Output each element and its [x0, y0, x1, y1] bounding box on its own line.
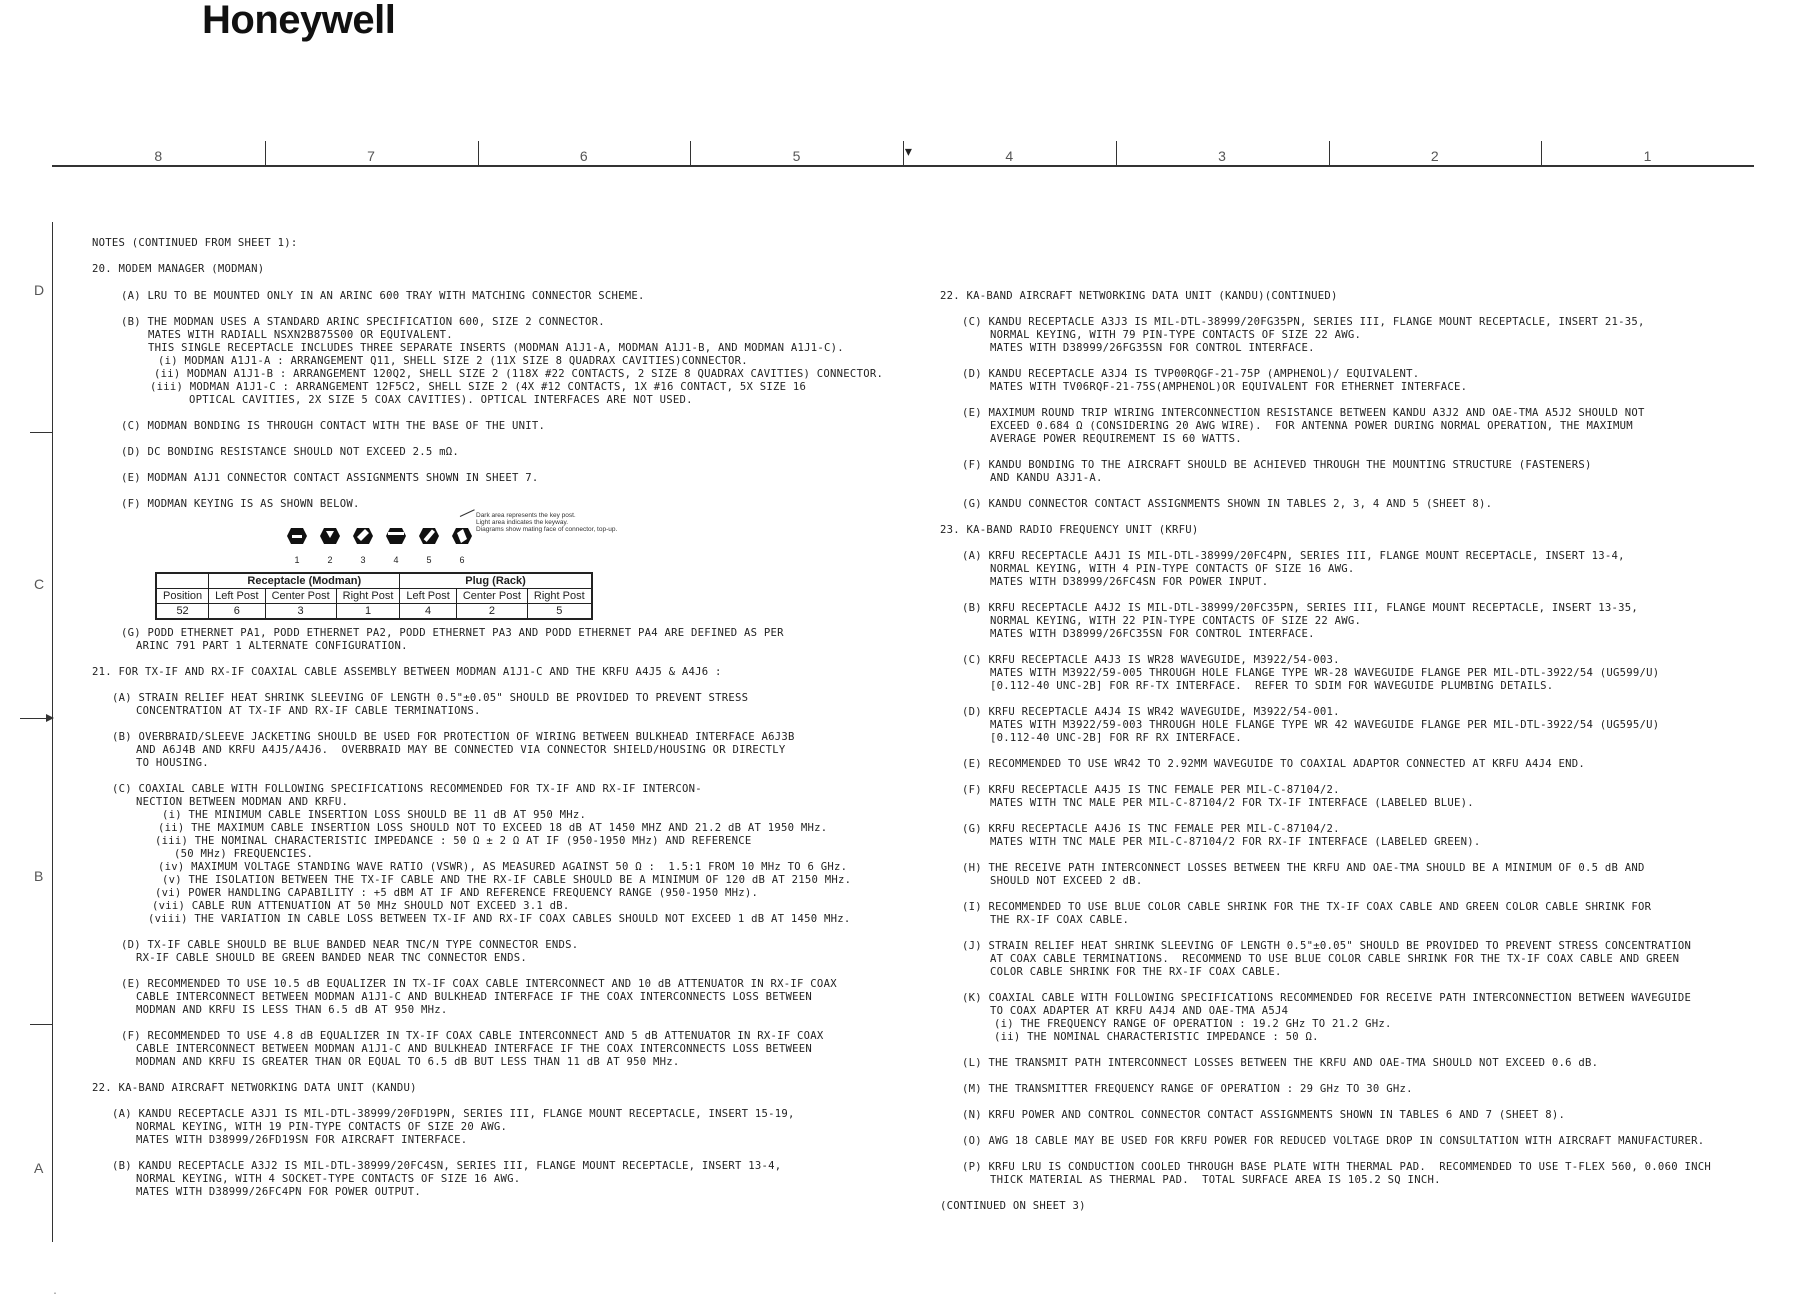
- note-line: NORMAL KEYING, WITH 19 PIN-TYPE CONTACTS OF SIZE 20 AWG.: [136, 1121, 508, 1133]
- note-line: NORMAL KEYING, WITH 79 PIN-TYPE CONTACTS OF SIZE 22 AWG.: [990, 329, 1362, 341]
- note-line: MATES WITH TNC MALE PER MIL-C-87104/2 FOR RX-IF INTERFACE (LABELED GREEN).: [990, 836, 1481, 848]
- center-arrow-icon: ▾: [903, 141, 914, 162]
- note-line: MATES WITH D38999/26FG35SN FOR CONTROL INTERFACE.: [990, 342, 1315, 354]
- key-number: 1: [294, 555, 300, 565]
- note-line: MATES WITH M3922/59-003 THROUGH HOLE FLANGE TYPE WR 42 WAVEGUIDE FLANGE PER MIL-DTL-3922/54 (UG595/U): [990, 719, 1660, 731]
- honeywell-logo: Honeywell: [202, 0, 396, 42]
- zone-tick: [1116, 141, 1117, 165]
- keying-note: Dark area represents the key post. Light area indicates the keyway. Diagrams show mating face of connector, top-up.: [476, 512, 618, 533]
- receptacle-header: Receptacle (Modman): [209, 573, 400, 589]
- note-line: (vi) POWER HANDLING CAPABILITY : +5 dBM AT IF AND REFERENCE FREQUENCY RANGE (950-1950 MHz).: [155, 887, 759, 899]
- note-line: (ii) MODMAN A1J1-B : ARRANGEMENT 120Q2, SHELL SIZE 2 (118X #22 CONTACTS, 2 SIZE 8 QUADRAX CAVITIES) CONNECTOR.: [154, 368, 884, 380]
- note-line: RX-IF CABLE SHOULD BE GREEN BANDED NEAR TNC CONNECTOR ENDS.: [136, 952, 528, 964]
- note-line: TO COAX ADAPTER AT KRFU A4J4 AND OAE-TMA A5J4: [990, 1005, 1289, 1017]
- note-line: (ii) THE NOMINAL CHARACTERISTIC IMPEDANCE : 50 Ω.: [994, 1031, 1319, 1043]
- note-line: NORMAL KEYING, WITH 4 SOCKET-TYPE CONTACTS OF SIZE 16 AWG.: [136, 1173, 521, 1185]
- note-line: MODMAN AND KRFU IS LESS THAN 6.5 dB AT 950 MHz.: [136, 1004, 448, 1016]
- note-line: (E) MODMAN A1J1 CONNECTOR CONTACT ASSIGNMENTS SHOWN IN SHEET 7.: [121, 472, 539, 484]
- note-line: 23. KA-BAND RADIO FREQUENCY UNIT (KRFU): [940, 524, 1199, 536]
- note-line: (B) KRFU RECEPTACLE A4J2 IS MIL-DTL-38999/20FC35PN, SERIES III, FLANGE MOUNT RECEPTACLE, INSERT 13-35,: [962, 602, 1639, 614]
- note-line: (vii) CABLE RUN ATTENUATION AT 50 MHz SHOULD NOT EXCEED 3.1 dB.: [152, 900, 570, 912]
- zone-number: 2: [1430, 148, 1439, 164]
- note-line: (J) STRAIN RELIEF HEAT SHRINK SLEEVING OF LENGTH 0.5"±0.05" SHOULD BE PROVIDED TO PREVENT STRESS CONCENTRATION: [962, 940, 1692, 952]
- note-line: (N) KRFU POWER AND CONTROL CONNECTOR CONTACT ASSIGNMENTS SHOWN IN TABLES 6 AND 7 (SHEET 8).: [962, 1109, 1566, 1121]
- note-line: TO HOUSING.: [136, 757, 209, 769]
- row-divider: [30, 432, 52, 433]
- table-header-cell: Position: [156, 589, 209, 604]
- note-line: MATES WITH RADIALL NSXN2B875S00 OR EQUIVALENT.: [148, 329, 453, 341]
- note-line: AVERAGE POWER REQUIREMENT IS 60 WATTS.: [990, 433, 1242, 445]
- table-header-cell: Right Post: [527, 589, 591, 604]
- modman-keying-table: [155, 572, 593, 620]
- note-line: (F) KANDU BONDING TO THE AIRCRAFT SHOULD BE ACHIEVED THROUGH THE MOUNTING STRUCTURE (FASTENERS): [962, 459, 1592, 471]
- note-line: (O) AWG 18 CABLE MAY BE USED FOR KRFU POWER FOR REDUCED VOLTAGE DROP IN CONSULTATION WITH AIRCRAFT MANUFACTURER.: [962, 1135, 1705, 1147]
- key-position-4-icon: [385, 525, 407, 547]
- note-line: THE RX-IF COAX CABLE.: [990, 914, 1130, 926]
- note-line: 22. KA-BAND AIRCRAFT NETWORKING DATA UNIT (KANDU): [92, 1082, 417, 1094]
- row-letter-d: D: [34, 282, 45, 298]
- note-line: (E) MAXIMUM ROUND TRIP WIRING INTERCONNECTION RESISTANCE BETWEEN KANDU A3J2 AND OAE-TMA A5J2 SHOULD NOT: [962, 407, 1645, 419]
- zone-tick: [265, 141, 266, 165]
- note-line: (B) KANDU RECEPTACLE A3J2 IS MIL-DTL-38999/20FC4SN, SERIES III, FLANGE MOUNT RECEPTACLE, INSERT 13-4,: [112, 1160, 782, 1172]
- note-line: (D) KRFU RECEPTACLE A4J4 IS WR42 WAVEGUIDE, M3922/54-001.: [962, 706, 1340, 718]
- note-line: (M) THE TRANSMITTER FREQUENCY RANGE OF OPERATION : 29 GHz TO 30 GHz.: [962, 1083, 1413, 1095]
- zone-tick: [1541, 141, 1542, 165]
- modman-keying-diagram: [286, 525, 476, 565]
- note-line: (D) DC BONDING RESISTANCE SHOULD NOT EXCEED 2.5 mΩ.: [121, 446, 460, 458]
- key-number: 6: [459, 555, 465, 565]
- zone-number: 6: [579, 148, 588, 164]
- note-line: (viii) THE VARIATION IN CABLE LOSS BETWEEN TX-IF AND RX-IF COAX CABLES SHOULD NOT EXCEED 1 dB AT 1450 MHz.: [148, 913, 851, 925]
- note-line: (A) KRFU RECEPTACLE A4J1 IS MIL-DTL-38999/20FC4PN, SERIES III, FLANGE MOUNT RECEPTACLE, INSERT 13-4,: [962, 550, 1625, 562]
- left-border-line: [52, 222, 53, 1242]
- zone-number: 3: [1218, 148, 1226, 164]
- note-line: (I) RECOMMENDED TO USE BLUE COLOR CABLE SHRINK FOR THE TX-IF COAX CABLE AND GREEN COLOR CABLE SHRINK FOR: [962, 901, 1652, 913]
- note-line: 22. KA-BAND AIRCRAFT NETWORKING DATA UNIT (KANDU)(CONTINUED): [940, 290, 1338, 302]
- note-line: [0.112-40 UNC-2B] FOR RF-TX INTERFACE. REFER TO SDIM FOR WAVEGUIDE PLUMBING DETAILS.: [990, 680, 1554, 692]
- note-line: AT COAX CABLE TERMINATIONS. RECOMMEND TO USE BLUE COLOR CABLE SHRINK FOR THE TX-IF COAX CABLE AND GREEN: [990, 953, 1680, 965]
- zone-number: 5: [792, 148, 801, 164]
- note-line: NOTES (CONTINUED FROM SHEET 1):: [92, 237, 298, 249]
- plug-header: Plug (Rack): [400, 573, 592, 589]
- note-line: (iii) MODMAN A1J1-C : ARRANGEMENT 12F5C2, SHELL SIZE 2 (4X #12 CONTACTS, 1X #16 CONTACT, 5X SIZE 16: [150, 381, 807, 393]
- note-line: (G) KANDU CONNECTOR CONTACT ASSIGNMENTS SHOWN IN TABLES 2, 3, 4 AND 5 (SHEET 8).: [962, 498, 1493, 510]
- note-line: (i) THE MINIMUM CABLE INSERTION LOSS SHOULD BE 11 dB AT 950 MHz.: [162, 809, 587, 821]
- table-cell: 2: [456, 604, 527, 620]
- note-line: (C) KRFU RECEPTACLE A4J3 IS WR28 WAVEGUIDE, M3922/54-003.: [962, 654, 1340, 666]
- note-line: MATES WITH D38999/26FC4PN FOR POWER OUTPUT.: [136, 1186, 422, 1198]
- table-cell: 5: [527, 604, 591, 620]
- row-divider: [30, 1024, 52, 1025]
- note-line: (P) KRFU LRU IS CONDUCTION COOLED THROUGH BASE PLATE WITH THERMAL PAD. RECOMMENDED TO USE T-FLEX 560, 0.060 INCH: [962, 1161, 1711, 1173]
- note-line: (50 MHz) FREQUENCIES.: [174, 848, 314, 860]
- zone-tick: [690, 141, 691, 165]
- table-cell: 52: [156, 604, 209, 620]
- note-line: NORMAL KEYING, WITH 4 PIN-TYPE CONTACTS OF SIZE 16 AWG.: [990, 563, 1355, 575]
- note-line: (H) THE RECEIVE PATH INTERCONNECT LOSSES BETWEEN THE KRFU AND OAE-TMA SHOULD BE A MINIMUM OF 0.5 dB AND: [962, 862, 1645, 874]
- note-line: (C) KANDU RECEPTACLE A3J3 IS MIL-DTL-38999/20FG35PN, SERIES III, FLANGE MOUNT RECEPTACLE, INSERT 21-35,: [962, 316, 1645, 328]
- note-line: (D) KANDU RECEPTACLE A3J4 IS TVP00RQGF-21-75P (AMPHENOL)/ EQUIVALENT.: [962, 368, 1420, 380]
- note-line: (K) COAXIAL CABLE WITH FOLLOWING SPECIFICATIONS RECOMMENDED FOR RECEIVE PATH INTERCONNECTION BETWEEN WAVEGUIDE: [962, 992, 1692, 1004]
- zone-number: 7: [367, 148, 375, 164]
- table-header-cell: Right Post: [336, 589, 400, 604]
- note-line: MATES WITH TV06RQF-21-75S(AMPHENOL)OR EQUIVALENT FOR ETHERNET INTERFACE.: [990, 381, 1468, 393]
- note-line: (G) KRFU RECEPTACLE A4J6 IS TNC FEMALE PER MIL-C-87104/2.: [962, 823, 1340, 835]
- note-line: 20. MODEM MANAGER (MODMAN): [92, 263, 265, 275]
- note-line: MATES WITH D38999/26FC4SN FOR POWER INPUT.: [990, 576, 1269, 588]
- key-number: 3: [360, 555, 366, 565]
- key-position-5-icon: [418, 525, 440, 547]
- note-line: (F) RECOMMENDED TO USE 4.8 dB EQUALIZER IN TX-IF COAX CABLE INTERCONNECT AND 5 dB ATTENUATOR IN RX-IF COAX: [121, 1030, 824, 1042]
- note-line: (i) THE FREQUENCY RANGE OF OPERATION : 19.2 GHz TO 21.2 GHz.: [994, 1018, 1392, 1030]
- note-line: (CONTINUED ON SHEET 3): [940, 1200, 1086, 1212]
- table-cell: 6: [209, 604, 265, 620]
- zone-number: 8: [154, 148, 163, 164]
- key-number: 5: [426, 555, 432, 565]
- note-line: 21. FOR TX-IF AND RX-IF COAXIAL CABLE ASSEMBLY BETWEEN MODMAN A1J1-C AND THE KRFU A4J5 & A4J6 :: [92, 666, 722, 678]
- note-line: CONCENTRATION AT TX-IF AND RX-IF CABLE TERMINATIONS.: [136, 705, 481, 717]
- table-cell: 1: [336, 604, 400, 620]
- note-line: (E) RECOMMENDED TO USE 10.5 dB EQUALIZER IN TX-IF COAX CABLE INTERCONNECT AND 10 dB ATTENUATOR IN RX-IF COAX: [121, 978, 837, 990]
- row-letter-a: A: [34, 1160, 44, 1176]
- note-line: [0.112-40 UNC-2B] FOR RF RX INTERFACE.: [990, 732, 1242, 744]
- note-line: CABLE INTERCONNECT BETWEEN MODMAN A1J1-C AND BULKHEAD INTERFACE IF THE COAX INTERCONNECTS LOSS BETWEEN: [136, 991, 813, 1003]
- note-line: THIS SINGLE RECEPTACLE INCLUDES THREE SEPARATE INSERTS (MODMAN A1J1-A, MODMAN A1J1-B, AND MODMAN A1J1-C).: [148, 342, 844, 354]
- key-position-3-icon: [352, 525, 374, 547]
- note-line: (E) RECOMMENDED TO USE WR42 TO 2.92MM WAVEGUIDE TO COAXIAL ADAPTOR CONNECTED AT KRFU A4J4 END.: [962, 758, 1586, 770]
- note-line: (ii) THE MAXIMUM CABLE INSERTION LOSS SHOULD NOT TO EXCEED 18 dB AT 1450 MHZ AND 21.2 dB AT 1950 MHz.: [158, 822, 828, 834]
- note-line: CABLE INTERCONNECT BETWEEN MODMAN A1J1-C AND BULKHEAD INTERFACE IF THE COAX INTERCONNECTS LOSS BETWEEN: [136, 1043, 813, 1055]
- zone-number: 1: [1643, 148, 1652, 164]
- note-line: (D) TX-IF CABLE SHOULD BE BLUE BANDED NEAR TNC/N TYPE CONNECTOR ENDS.: [121, 939, 579, 951]
- note-line: (B) THE MODMAN USES A STANDARD ARINC SPECIFICATION 600, SIZE 2 CONNECTOR.: [121, 316, 605, 328]
- key-number: 4: [393, 555, 399, 565]
- note-line: (A) LRU TO BE MOUNTED ONLY IN AN ARINC 600 TRAY WITH MATCHING CONNECTOR SCHEME.: [121, 290, 645, 302]
- zone-number: 4: [1005, 148, 1014, 164]
- key-number: 2: [327, 555, 333, 565]
- key-position-2-icon: [319, 525, 341, 547]
- row-center-arrow-icon: [20, 718, 52, 719]
- table-header-cell: Left Post: [209, 589, 265, 604]
- key-position-6-icon: [451, 525, 473, 547]
- note-line: AND KANDU A3J1-A.: [990, 472, 1103, 484]
- note-line: ARINC 791 PART 1 ALTERNATE CONFIGURATION.: [136, 640, 408, 652]
- note-line: (v) THE ISOLATION BETWEEN THE TX-IF CABLE AND THE RX-IF CABLE SHOULD BE A MINIMUM OF 120 dB AT 2150 MHz.: [162, 874, 852, 886]
- table-cell: 4: [400, 604, 456, 620]
- table-header-cell: Center Post: [265, 589, 336, 604]
- note-line: (i) MODMAN A1J1-A : ARRANGEMENT Q11, SHELL SIZE 2 (11X SIZE 8 QUADRAX CAVITIES)CONNECTOR.: [158, 355, 748, 367]
- row-letter-c: C: [34, 576, 45, 592]
- zone-tick: [1329, 141, 1330, 165]
- note-line: EXCEED 0.684 Ω (CONSIDERING 20 AWG WIRE). FOR ANTENNA POWER DURING NORMAL OPERATION, THE MAXIMUM: [990, 420, 1633, 432]
- note-line: (iv) MAXIMUM VOLTAGE STANDING WAVE RATIO (VSWR), AS MEASURED AGAINST 50 Ω : 1.5:1 FROM 10 MHz TO 6 GHz.: [158, 861, 848, 873]
- note-line: MATES WITH D38999/26FD19SN FOR AIRCRAFT INTERFACE.: [136, 1134, 468, 1146]
- note-line: MATES WITH M3922/59-005 THROUGH HOLE FLANGE TYPE WR-28 WAVEGUIDE FLANGE PER MIL-DTL-3922/54 (UG599/U): [990, 667, 1660, 679]
- note-line: (iii) THE NOMINAL CHARACTERISTIC IMPEDANCE : 50 Ω ± 2 Ω AT IF (950-1950 MHz) AND REFERENCE: [155, 835, 752, 847]
- zone-border-line: [52, 165, 1754, 167]
- row-letter-b: B: [34, 868, 44, 884]
- note-line: THICK MATERIAL AS THERMAL PAD. TOTAL SURFACE AREA IS 105.2 SQ INCH.: [990, 1174, 1441, 1186]
- note-line: (F) MODMAN KEYING IS AS SHOWN BELOW.: [121, 498, 360, 510]
- note-line: (F) KRFU RECEPTACLE A4J5 IS TNC FEMALE PER MIL-C-87104/2.: [962, 784, 1340, 796]
- note-line: (L) THE TRANSMIT PATH INTERCONNECT LOSSES BETWEEN THE KRFU AND OAE-TMA SHOULD NOT EXCEED 0.6 dB.: [962, 1057, 1599, 1069]
- table-cell: 3: [265, 604, 336, 620]
- table-header-cell: Left Post: [400, 589, 456, 604]
- note-line: NECTION BETWEEN MODMAN AND KRFU.: [136, 796, 349, 808]
- note-line: (G) PODD ETHERNET PA1, PODD ETHERNET PA2, PODD ETHERNET PA3 AND PODD ETHERNET PA4 ARE DEFINED AS PER: [121, 627, 784, 639]
- corner-mark: .: [52, 1286, 59, 1297]
- note-line: (A) STRAIN RELIEF HEAT SHRINK SLEEVING OF LENGTH 0.5"±0.05" SHOULD BE PROVIDED TO PREVENT STRESS: [112, 692, 749, 704]
- key-position-1-icon: [286, 525, 308, 547]
- note-line: AND A6J4B AND KRFU A4J5/A4J6. OVERBRAID MAY BE CONNECTED VIA CONNECTOR SHIELD/HOUSING OR DIRECTLY: [136, 744, 786, 756]
- note-line: MATES WITH D38999/26FC35SN FOR CONTROL INTERFACE.: [990, 628, 1315, 640]
- note-line: (B) OVERBRAID/SLEEVE JACKETING SHOULD BE USED FOR PROTECTION OF WIRING BETWEEN BULKHEAD INTERFACE A6J3B: [112, 731, 795, 743]
- zone-tick: [478, 141, 479, 165]
- note-line: SHOULD NOT EXCEED 2 dB.: [990, 875, 1143, 887]
- note-line: MATES WITH TNC MALE PER MIL-C-87104/2 FOR TX-IF INTERFACE (LABELED BLUE).: [990, 797, 1474, 809]
- note-line: (A) KANDU RECEPTACLE A3J1 IS MIL-DTL-38999/20FD19PN, SERIES III, FLANGE MOUNT RECEPTACLE, INSERT 15-19,: [112, 1108, 795, 1120]
- note-line: MODMAN AND KRFU IS GREATER THAN OR EQUAL TO 6.5 dB BUT LESS THAN 11 dB AT 950 MHz.: [136, 1056, 680, 1068]
- note-line: COLOR CABLE SHRINK FOR THE RX-IF COAX CABLE.: [990, 966, 1282, 978]
- note-line: (C) COAXIAL CABLE WITH FOLLOWING SPECIFICATIONS RECOMMENDED FOR TX-IF AND RX-IF INTERCON-: [112, 783, 702, 795]
- note-line: NORMAL KEYING, WITH 22 PIN-TYPE CONTACTS OF SIZE 22 AWG.: [990, 615, 1362, 627]
- keying-note-leader: [460, 509, 475, 517]
- note-line: (C) MODMAN BONDING IS THROUGH CONTACT WITH THE BASE OF THE UNIT.: [121, 420, 546, 432]
- note-line: OPTICAL CAVITIES, 2X SIZE 5 COAX CAVITIES). OPTICAL INTERFACES ARE NOT USED.: [189, 394, 693, 406]
- table-header-cell: Center Post: [456, 589, 527, 604]
